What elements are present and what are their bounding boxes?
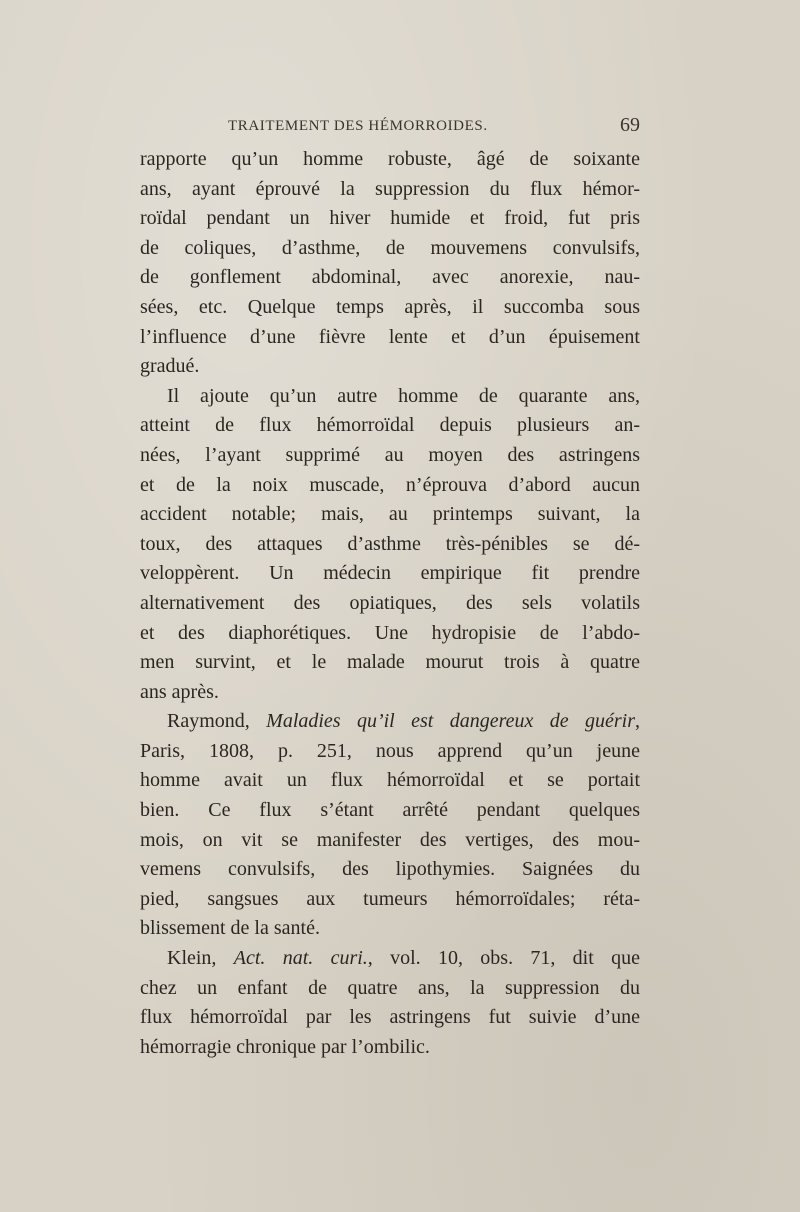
text-line: et des diaphorétiques. Une hydropisie de l’abdo- bbox=[140, 621, 640, 644]
text-line: atteint de flux hémorroïdal depuis plusieurs an- bbox=[140, 414, 640, 437]
text-line: bien. Ce flux s’étant arrêté pendant quelques bbox=[140, 799, 640, 822]
page-number: 69 bbox=[620, 114, 640, 136]
text-line: et de la noix muscade, n’éprouva d’abord aucun bbox=[140, 473, 640, 496]
text-line: vemens convulsifs, des lipothymies. Saignées du bbox=[140, 858, 640, 881]
text-line: Raymond, Maladies qu’il est dangereux de guérir, bbox=[167, 710, 640, 733]
text-line: rapporte qu’un homme robuste, âgé de soixante bbox=[140, 148, 640, 170]
text-line: ans, ayant éprouvé la suppression du flux hémor- bbox=[140, 177, 640, 200]
text-line: men survint, et le malade mourut trois à quatre bbox=[140, 651, 640, 674]
text-line: alternativement des opiatiques, des sels volatils bbox=[140, 591, 640, 614]
text-line: Paris, 1808, p. 251, nous apprend qu’un jeune bbox=[140, 739, 640, 762]
text-line: veloppèrent. Un médecin empirique fit prendre bbox=[140, 562, 640, 585]
text-line: homme avait un flux hémorroïdal et se portait bbox=[140, 769, 640, 792]
text-line: blissement de la santé. bbox=[140, 917, 320, 940]
text-line: sées, etc. Quelque temps après, il succomba sous bbox=[140, 295, 640, 318]
cited-work-title: Act. nat. curi. bbox=[233, 947, 368, 970]
text-line: de gonflement abdominal, avec anorexie, nau- bbox=[140, 266, 640, 289]
text-line: gradué. bbox=[140, 355, 200, 378]
text-line: chez un enfant de quatre ans, la suppression du bbox=[140, 976, 640, 999]
text-line: l’influence d’une fièvre lente et d’un épuisement bbox=[140, 325, 640, 348]
text-line: Il ajoute qu’un autre homme de quarante ans, bbox=[167, 384, 640, 407]
text-line: pied, sangsues aux tumeurs hémorroïdales; réta- bbox=[140, 887, 640, 910]
text-line: Klein, Act. nat. curi., vol. 10, obs. 71, dit que bbox=[167, 947, 640, 970]
text-line: toux, des attaques d’asthme très-pénibles se dé- bbox=[140, 532, 640, 555]
text-line: flux hémorroïdal par les astringens fut suivie d’une bbox=[140, 1006, 640, 1029]
text-line: roïdal pendant un hiver humide et froid, fut pris bbox=[140, 207, 640, 230]
cited-work-title: Maladies qu’il est dangereux de guérir bbox=[266, 710, 635, 733]
running-title: TRAITEMENT DES HÉMORROIDES. bbox=[228, 118, 488, 134]
text-line: mois, on vit se manifester des vertiges, des mou- bbox=[140, 828, 640, 851]
text-line: hémorragie chronique par l’ombilic. bbox=[140, 1035, 430, 1058]
text-line: de coliques, d’asthme, de mouvemens convulsifs, bbox=[140, 236, 640, 259]
text-line: nées, l’ayant supprimé au moyen des astringens bbox=[140, 443, 640, 466]
text-line: accident notable; mais, au printemps suivant, la bbox=[140, 503, 640, 526]
body-text bbox=[140, 145, 640, 1062]
running-head bbox=[140, 114, 640, 142]
text-line: ans après. bbox=[140, 680, 219, 703]
